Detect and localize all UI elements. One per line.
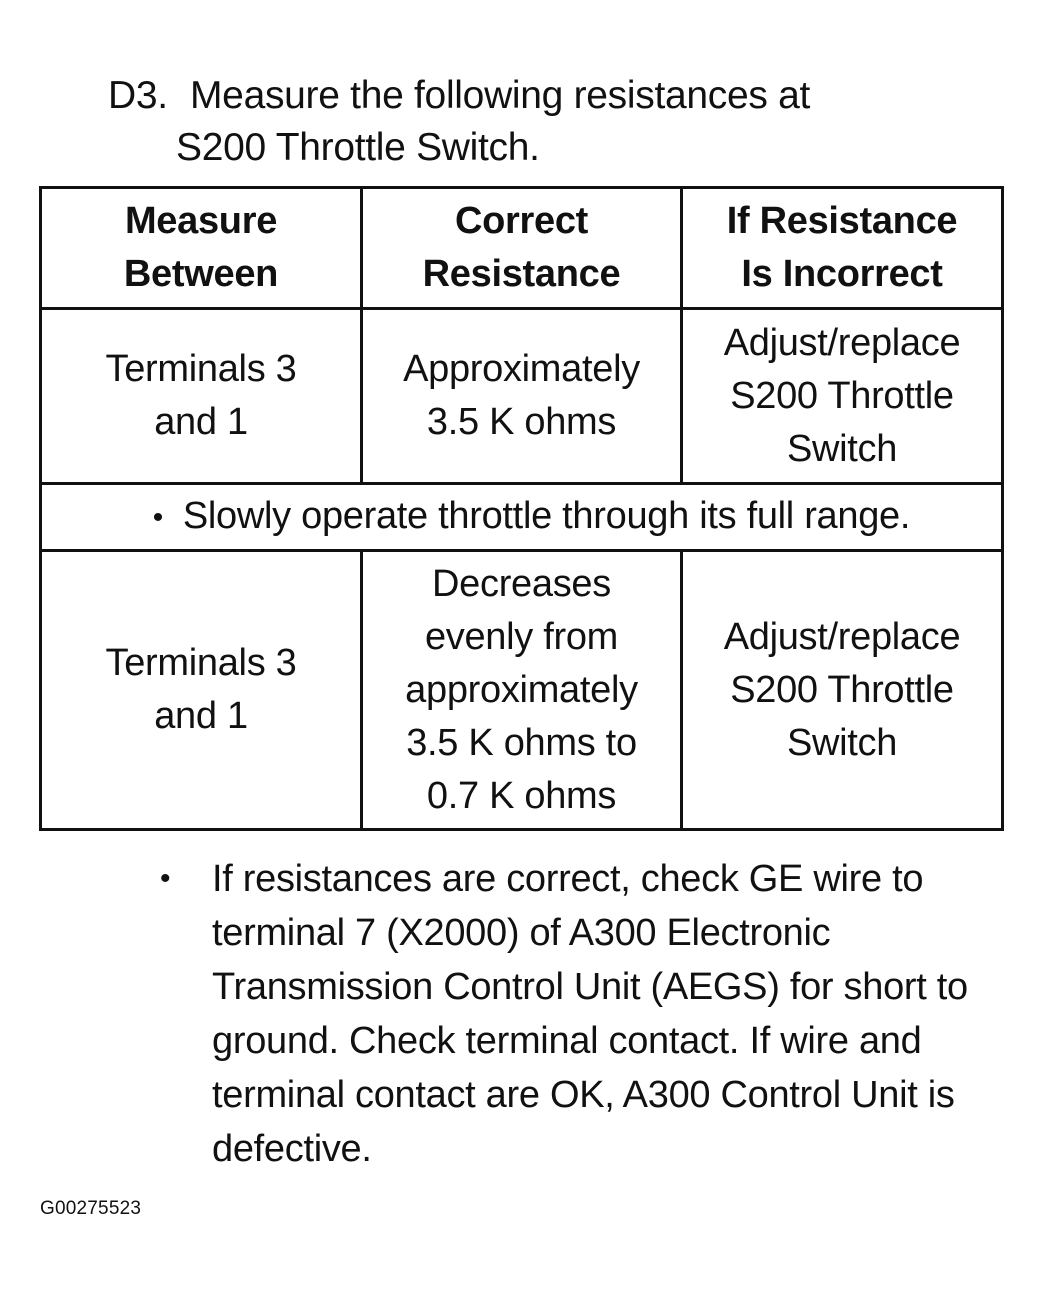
step-heading bbox=[108, 70, 810, 174]
bullet-icon: • bbox=[160, 862, 171, 895]
heading-line-1: Measure the following resistances at bbox=[190, 74, 811, 117]
step-number: D3. bbox=[108, 74, 168, 117]
follow-up-text: If resistances are correct, check GE wire to terminal 7 (X2000) of A300 Electronic Transmission Control Unit (AEGS) for short to ground. Check terminal contact. If wire and terminal contact are OK, A300 Control Unit is defective. bbox=[212, 858, 968, 1170]
header-measure-between: Measure Between bbox=[41, 188, 362, 309]
header-correct-resistance: Correct Resistance bbox=[362, 188, 682, 309]
cell-correct-resistance: Approximately 3.5 K ohms bbox=[362, 309, 682, 484]
resistance-table bbox=[39, 186, 1004, 831]
cell-measure-between: Terminals 3 and 1 bbox=[41, 309, 362, 484]
table-row bbox=[41, 309, 1003, 484]
table-note-row bbox=[41, 484, 1003, 551]
instruction-note bbox=[41, 484, 1003, 551]
heading-line-2: S200 Throttle Switch. bbox=[176, 126, 540, 169]
table-header-row bbox=[41, 188, 1003, 309]
cell-if-incorrect: Adjust/replace S200 Throttle Switch bbox=[682, 309, 1003, 484]
instruction-text: Slowly operate throttle through its full range. bbox=[182, 494, 911, 537]
follow-up-note bbox=[160, 852, 1000, 1176]
figure-id: G00275523 bbox=[40, 1198, 142, 1219]
bullet-icon: • bbox=[152, 501, 163, 535]
header-if-incorrect: If Resistance Is Incorrect bbox=[682, 188, 1003, 309]
table-row bbox=[41, 551, 1003, 830]
cell-correct-resistance: Decreases evenly from approximately 3.5 K ohms to 0.7 K ohms bbox=[362, 551, 682, 830]
cell-measure-between: Terminals 3 and 1 bbox=[41, 551, 362, 830]
cell-if-incorrect: Adjust/replace S200 Throttle Switch bbox=[682, 551, 1003, 830]
